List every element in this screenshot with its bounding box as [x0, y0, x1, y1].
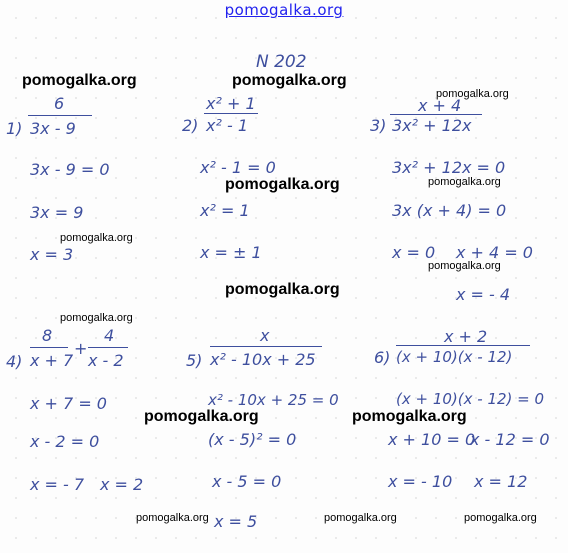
watermark: pomogalka.org — [232, 72, 347, 89]
problem-4-step-2: x - 2 = 0 — [30, 432, 100, 451]
problem-4-step-3: x = - 7 — [30, 475, 85, 494]
watermark: pomogalka.org — [464, 512, 537, 524]
problem-6-step-4: x = - 10 — [388, 472, 453, 491]
problem-1-denominator: 3x - 9 — [30, 119, 76, 138]
watermark: pomogalka.org — [22, 72, 137, 89]
problem-2-numerator: x² + 1 — [206, 94, 256, 113]
problem-6-step-1: (x + 10)(x - 12) = 0 — [396, 390, 545, 408]
problem-3-fraction-bar — [390, 114, 482, 115]
problem-4-step-1: x + 7 = 0 — [30, 394, 107, 413]
problem-6-step-3: x - 12 = 0 — [470, 430, 550, 449]
watermark: pomogalka.org — [352, 408, 467, 425]
watermark: pomogalka.org — [428, 260, 501, 272]
problem-1-fraction-bar — [28, 115, 92, 116]
problem-4-fraction-bar-b — [88, 347, 128, 348]
watermark: pomogalka.org — [436, 88, 509, 100]
problem-3-label: 3) — [370, 116, 387, 135]
watermark: pomogalka.org — [144, 408, 259, 425]
problem-5-fraction-bar — [210, 346, 322, 347]
problem-1-step-1: 3x - 9 = 0 — [30, 160, 110, 179]
site-link[interactable]: pomogalka.org — [224, 1, 344, 19]
problem-3-step-1: 3x² + 12x = 0 — [392, 158, 506, 177]
problem-3-step-3: x = 0 — [392, 243, 436, 262]
watermark: pomogalka.org — [60, 312, 133, 324]
problem-5-step-4: x = 5 — [214, 512, 258, 531]
problem-6-numerator: x + 2 — [444, 327, 488, 346]
problem-4-step-4: x = 2 — [100, 475, 144, 494]
problem-6-step-2: x + 10 = 0 — [388, 430, 476, 449]
problem-3-step-4: x + 4 = 0 — [456, 243, 533, 262]
problem-1-step-3: x = 3 — [30, 245, 74, 264]
problem-5-label: 5) — [186, 351, 203, 370]
problem-5-numerator: x — [260, 326, 270, 345]
problem-2-step-1: x² - 1 = 0 — [200, 158, 276, 177]
problem-4-fraction-bar-a — [30, 347, 68, 348]
problem-6-denominator: (x + 10)(x - 12) — [396, 348, 513, 366]
problem-3-step-5: x = - 4 — [456, 285, 511, 304]
problem-5-step-2: (x - 5)² = 0 — [208, 430, 297, 449]
watermark: pomogalka.org — [60, 232, 133, 244]
problem-2-step-2: x² = 1 — [200, 201, 250, 220]
problem-6-step-5: x = 12 — [474, 472, 528, 491]
problem-5-step-3: x - 5 = 0 — [212, 472, 282, 491]
watermark: pomogalka.org — [225, 176, 340, 193]
watermark: pomogalka.org — [136, 512, 209, 524]
problem-2-denominator: x² - 1 — [206, 116, 249, 135]
problem-1-numerator: 6 — [54, 94, 65, 113]
problem-4-denominator-b: x - 2 — [88, 351, 124, 370]
problem-3-step-2: 3x (x + 4) = 0 — [392, 201, 507, 220]
problem-4-numerator-b: 4 — [104, 326, 115, 345]
problem-4-label: 4) — [6, 352, 23, 371]
problem-4-numerator-a: 8 — [42, 326, 53, 345]
watermark: pomogalka.org — [428, 176, 501, 188]
problem-3-denominator: 3x² + 12x — [392, 116, 472, 135]
problem-2-label: 2) — [182, 116, 199, 135]
problem-6-label: 6) — [374, 348, 391, 367]
problem-5-denominator: x² - 10x + 25 — [210, 350, 316, 369]
watermark: pomogalka.org — [225, 281, 340, 298]
problem-1-label: 1) — [6, 119, 23, 138]
problem-3-numerator: x + 4 — [418, 96, 462, 115]
watermark: pomogalka.org — [324, 512, 397, 524]
problem-1-step-2: 3x = 9 — [30, 203, 84, 222]
problem-6-fraction-bar — [396, 345, 530, 346]
problem-5-step-1: x² - 10x + 25 = 0 — [208, 391, 339, 409]
problem-number: N 202 — [256, 52, 307, 72]
problem-4-plus: + — [74, 339, 88, 358]
problem-4-denominator-a: x + 7 — [30, 351, 74, 370]
problem-2-fraction-bar — [204, 113, 258, 114]
problem-2-step-3: x = ± 1 — [200, 243, 262, 262]
